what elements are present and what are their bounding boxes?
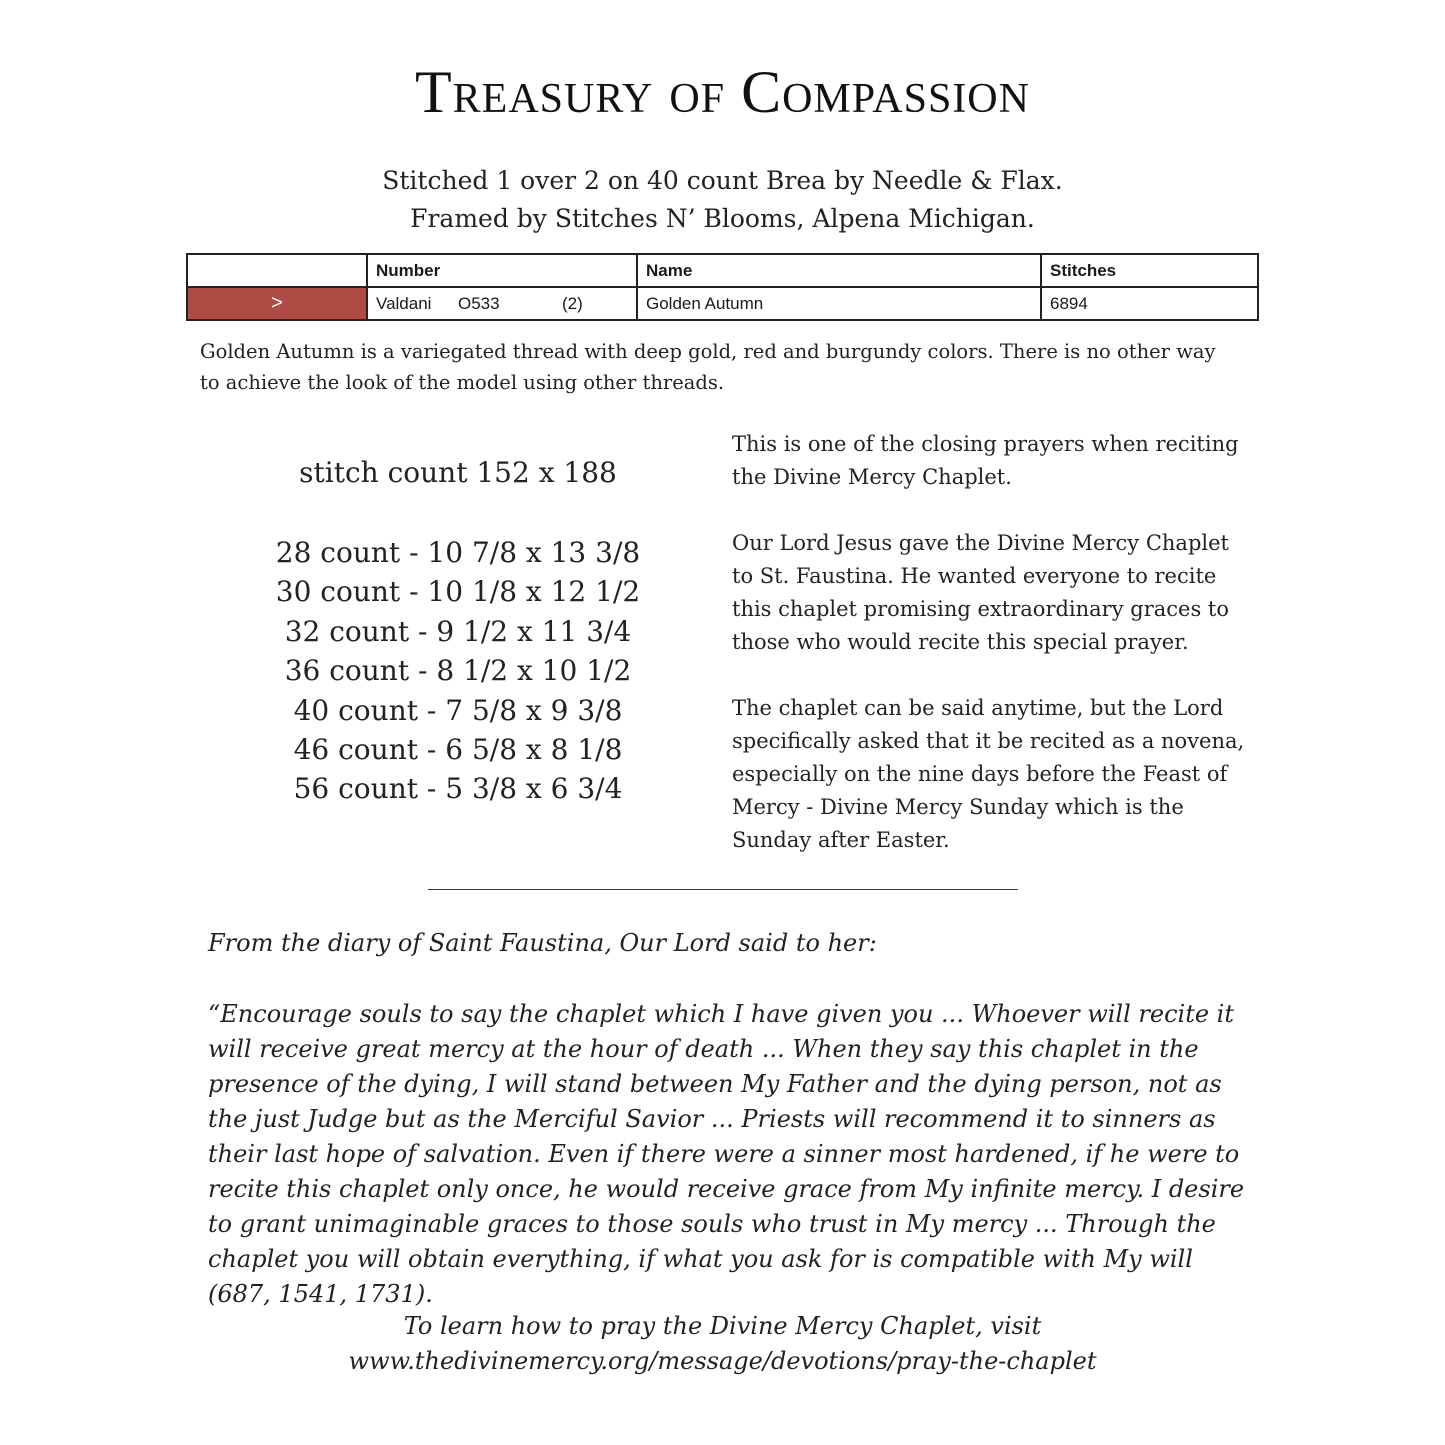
- thread-stitches-cell: 6894: [1041, 287, 1258, 320]
- size-item: 30 count - 10 1/8 x 12 1/2: [275, 575, 641, 609]
- thread-note: Golden Autumn is a variegated thread with deep gold, red and burgundy colors. There is no other way to achieve the look of the model using other threads.: [200, 340, 1216, 394]
- thread-strands: (2): [562, 293, 583, 313]
- chaplet-description: [732, 428, 1252, 890]
- section-divider: [428, 889, 1018, 890]
- size-item: 56 count - 5 3/8 x 6 3/4: [293, 772, 623, 806]
- description-paragraph: This is one of the closing prayers when reciting the Divine Mercy Chaplet.: [732, 432, 1239, 489]
- symbol-glyph: >: [271, 292, 283, 314]
- learn-more-text: To learn how to pray the Divine Mercy Chaplet, visit: [403, 1312, 1042, 1340]
- diary-intro: From the diary of Saint Faustina, Our Lord said to her:: [208, 929, 877, 957]
- learn-more-url: www.thedivinemercy.org/message/devotions/pray-the-chaplet: [348, 1347, 1097, 1375]
- fabric-size-list: [230, 533, 686, 809]
- stitch-count: stitch count 152 x 188: [299, 456, 617, 489]
- table-header-row: [187, 254, 1258, 287]
- size-item: 32 count - 9 1/2 x 11 3/4: [284, 614, 632, 648]
- header-swatch: [187, 254, 367, 287]
- size-item: 28 count - 10 7/8 x 13 3/8: [275, 536, 641, 569]
- size-item: 40 count - 7 5/8 x 9 3/8: [293, 693, 623, 727]
- color-swatch: [188, 288, 366, 319]
- thread-table: [186, 253, 1259, 321]
- header-number: Number: [367, 254, 637, 287]
- page-title: Treasury of Compassion: [415, 59, 1030, 125]
- subtitle-line-2: Framed by Stitches N’ Blooms, Alpena Michigan.: [410, 204, 1035, 233]
- faustina-quote: “Encourage souls to say the chaplet which I have given you ... Whoever will recite it will receive great mercy at the hour of death ... When they say this chaplet in the presence of the dying, I will stand between My Father and the dying person, not as the just Judge but as the Merciful Savior ... Priests will recommend it to sinners as their last hope of salvation. Even if there were a sinner most hardened, if he were to recite this chaplet only once, he would receive grace from My infinite mercy. I desire to grant unimaginable graces to those souls who trust in My mercy ... Through the chaplet you will obtain everything, if what you ask for is compatible with My will (687, 1541, 1731).: [208, 1000, 1245, 1308]
- thread-name-cell: Golden Autumn: [637, 287, 1041, 320]
- table-row: [187, 287, 1258, 320]
- thread-number: O533: [458, 293, 500, 313]
- description-paragraph: The chaplet can be said anytime, but the Lord specifically asked that it be recited as a novena, especially on the nine days before the Feast of Mercy - Divine Mercy Sunday which is the Sunday after Easter.: [732, 696, 1245, 852]
- subtitle-line-1: Stitched 1 over 2 on 40 count Brea by Needle & Flax.: [382, 166, 1063, 195]
- size-item: 36 count - 8 1/2 x 10 1/2: [284, 654, 632, 688]
- header-stitches: Stitches: [1041, 254, 1258, 287]
- size-item: 46 count - 6 5/8 x 8 1/8: [293, 733, 623, 767]
- thread-brand: Valdani: [376, 293, 432, 313]
- learn-more: [0, 1309, 1445, 1379]
- thread-number-cell: [367, 287, 637, 320]
- header-name: Name: [637, 254, 1041, 287]
- color-swatch-cell: [187, 287, 367, 320]
- description-paragraph: Our Lord Jesus gave the Divine Mercy Chaplet to St. Faustina. He wanted everyone to recite this chaplet promising extraordinary graces to those who would recite this special prayer.: [732, 531, 1229, 654]
